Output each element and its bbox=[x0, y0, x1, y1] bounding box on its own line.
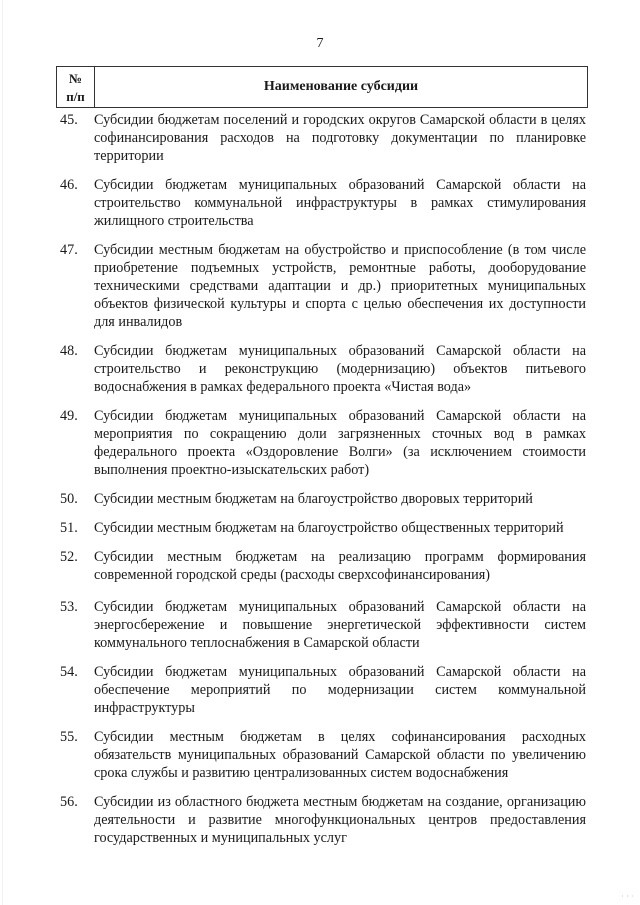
list-item bbox=[56, 793, 588, 847]
list-item bbox=[56, 342, 588, 396]
item-text: Субсидии бюджетам муниципальных образований Самарской области на обеспечение мероприятий по модернизации систем коммунальной инфраструктуры bbox=[94, 664, 586, 716]
item-number: 55. bbox=[60, 729, 78, 745]
item-number: 53. bbox=[60, 599, 78, 615]
list-item bbox=[56, 519, 588, 537]
item-number: 50. bbox=[60, 491, 78, 507]
item-text: Субсидии местным бюджетам на обустройство и приспособление (в том числе приобретение подъемных устройств, ремонтные работы, дооборудование техническими средствами адаптации и др.) приоритетных муниципальных объектов физической культуры и спорта с целью обеспечения их доступности для инвалидов bbox=[94, 242, 586, 330]
item-text: Субсидии бюджетам муниципальных образований Самарской области на строительство и реконструкцию (модернизацию) объектов питьевого водоснабжения в рамках федерального проекта «Чистая вода» bbox=[94, 343, 586, 395]
item-number: 45. bbox=[60, 112, 78, 128]
list-item bbox=[56, 490, 588, 508]
list-item bbox=[56, 728, 588, 782]
item-number: 52. bbox=[60, 549, 78, 565]
header-name-column: Наименование субсидии bbox=[263, 79, 419, 94]
header-number-column bbox=[57, 67, 95, 107]
item-text: Субсидии местным бюджетам на реализацию программ формирования современной городской среды (расходы сверхсофинансирования) bbox=[94, 549, 586, 583]
list-item bbox=[56, 548, 588, 584]
item-number: 49. bbox=[60, 408, 78, 424]
item-text: Субсидии бюджетам муниципальных образований Самарской области на энергосбережение и повышение энергетической эффективности систем коммунального теплоснабжения в Самарской области bbox=[94, 599, 586, 651]
list-item bbox=[56, 598, 588, 652]
header-number-abbrev: п/п bbox=[66, 89, 85, 104]
list-item bbox=[56, 176, 588, 230]
item-text: Субсидии местным бюджетам на благоустройство дворовых территорий bbox=[94, 491, 533, 507]
list-item bbox=[56, 407, 588, 479]
item-number: 51. bbox=[60, 520, 78, 536]
item-number: 47. bbox=[60, 242, 78, 258]
item-text: Субсидии из областного бюджета местным бюджетам на создание, организацию деятельности и развитие многофункциональных центров предоставления государственных и муниципальных услуг bbox=[94, 794, 586, 846]
list-item bbox=[56, 111, 588, 165]
item-text: Субсидии бюджетам поселений и городских округов Самарской области в целях софинансирования расходов на подготовку документации по планировке территории bbox=[94, 112, 586, 164]
subsidy-list bbox=[56, 111, 588, 858]
scan-artifact: · · · bbox=[621, 892, 634, 901]
list-item bbox=[56, 663, 588, 717]
item-number: 46. bbox=[60, 177, 78, 193]
page-number: 7 bbox=[316, 36, 324, 51]
item-text: Субсидии бюджетам муниципальных образований Самарской области на строительство коммунальной инфраструктуры в рамках стимулирования жилищного строительства bbox=[94, 177, 586, 229]
item-number: 48. bbox=[60, 343, 78, 359]
item-text: Субсидии бюджетам муниципальных образований Самарской области на мероприятия по сокращению доли загрязненных сточных вод в рамках федерального проекта «Оздоровление Волги» (за исключением стоимости выполнения проектно-изыскательских работ) bbox=[94, 408, 586, 478]
item-number: 56. bbox=[60, 794, 78, 810]
item-text: Субсидии местным бюджетам в целях софинансирования расходных обязательств муниципальных образований Самарской области по увеличению срока службы и развитию централизованных систем водоснабжения bbox=[94, 729, 586, 781]
table-header bbox=[56, 66, 588, 108]
list-item bbox=[56, 241, 588, 331]
item-number: 54. bbox=[60, 664, 78, 680]
header-number-symbol: № bbox=[68, 71, 83, 86]
scan-edge-line bbox=[2, 0, 3, 905]
item-text: Субсидии местным бюджетам на благоустройство общественных территорий bbox=[94, 520, 564, 536]
